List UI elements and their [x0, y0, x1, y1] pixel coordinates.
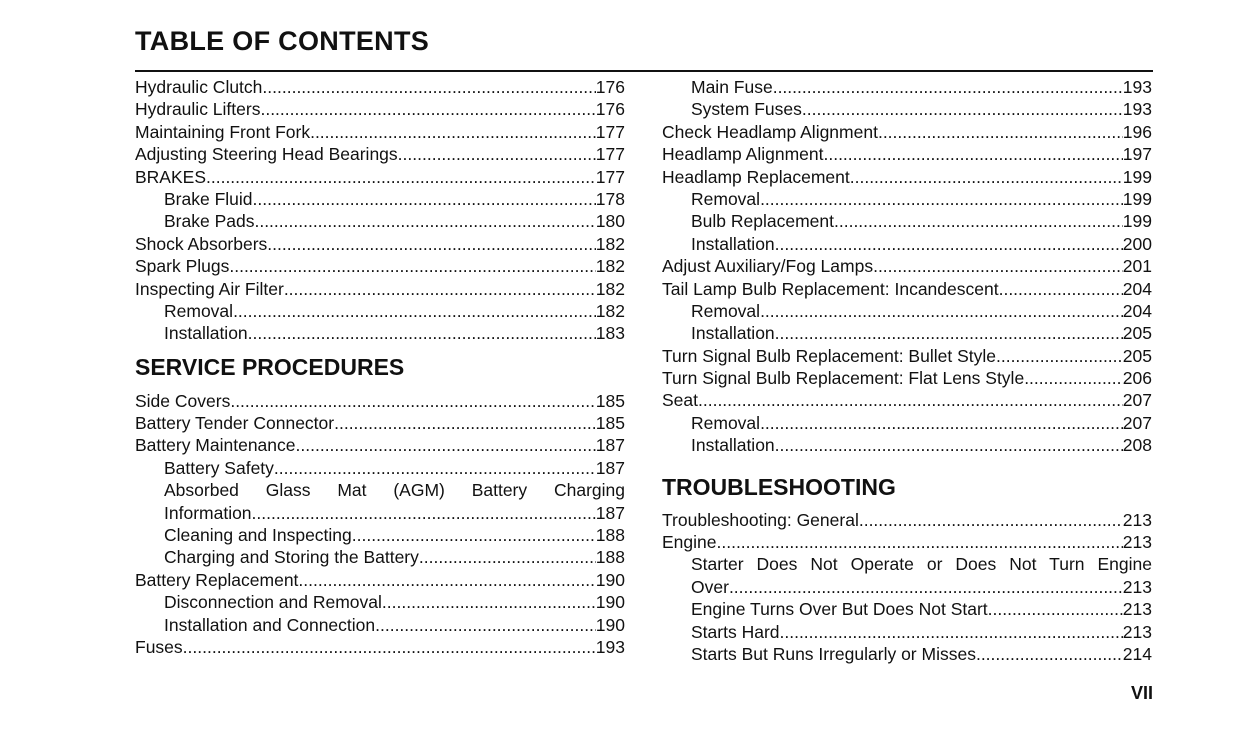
- toc-entry-label: Hydraulic Clutch: [135, 77, 263, 97]
- toc-entry-wrapped-line[interactable]: Absorbed Glass Mat (AGM) Battery Charging: [164, 480, 625, 501]
- dot-leader: [773, 76, 1123, 98]
- toc-entry[interactable]: [662, 598, 1152, 620]
- toc-entry[interactable]: [135, 322, 625, 344]
- toc-entry[interactable]: [662, 143, 1152, 165]
- toc-entry-label: Starts Hard: [691, 621, 780, 642]
- dot-leader: [262, 76, 595, 98]
- dot-leader: [775, 322, 1123, 344]
- toc-entry-label: Spark Plugs: [135, 256, 230, 277]
- toc-entry[interactable]: [135, 166, 625, 188]
- dot-leader: [398, 143, 596, 165]
- dot-leader: [775, 233, 1123, 255]
- toc-column-left: [135, 76, 625, 658]
- toc-entry-page: 204: [1122, 278, 1152, 299]
- toc-entry-label: Main Fuse: [691, 77, 773, 97]
- toc-entry-label: Battery Maintenance: [135, 435, 296, 456]
- toc-entry-label: Headlamp Replacement: [662, 166, 850, 187]
- toc-entry-page: 199: [1122, 188, 1152, 209]
- toc-entry-label: Turn Signal Bulb Replacement: Flat Lens Style: [662, 368, 1025, 389]
- toc-entry[interactable]: [135, 76, 625, 98]
- toc-entry[interactable]: [662, 434, 1152, 456]
- toc-entry-label: Headlamp Alignment: [662, 144, 824, 165]
- toc-entry-page: 187: [595, 435, 625, 456]
- dot-leader: [878, 121, 1123, 143]
- toc-entry[interactable]: [135, 300, 625, 322]
- toc-entry-label: Brake Pads: [164, 211, 255, 232]
- toc-entry[interactable]: [662, 322, 1152, 344]
- dot-leader: [298, 569, 595, 591]
- toc-entry-label: Battery Tender Connector: [135, 413, 335, 434]
- dot-leader: [382, 591, 596, 613]
- toc-entry[interactable]: [135, 255, 625, 277]
- toc-entry[interactable]: [135, 434, 625, 456]
- toc-entry[interactable]: [135, 210, 625, 232]
- toc-entry-page: 197: [1122, 144, 1152, 165]
- toc-entry-page: 190: [595, 614, 625, 635]
- toc-entry-label: Installation: [691, 233, 775, 254]
- toc-entry-page: 190: [595, 592, 625, 613]
- dot-leader: [775, 434, 1123, 456]
- toc-entry[interactable]: [135, 121, 625, 143]
- dot-leader: [834, 210, 1123, 232]
- toc-entry[interactable]: [135, 569, 625, 591]
- dot-leader: [267, 233, 596, 255]
- toc-entry-label: Engine: [662, 532, 717, 553]
- toc-entry-page: 182: [595, 300, 625, 321]
- dot-leader: [253, 188, 596, 210]
- page-title: TABLE OF CONTENTS: [135, 26, 430, 56]
- toc-entry[interactable]: [662, 210, 1152, 232]
- dot-leader: [988, 598, 1123, 620]
- toc-entry-page: 204: [1122, 300, 1152, 321]
- toc-entry[interactable]: [135, 143, 625, 165]
- dot-leader: [717, 531, 1123, 553]
- dot-leader: [1024, 367, 1123, 389]
- toc-entry-page: 182: [595, 278, 625, 299]
- toc-entry-page: 185: [595, 413, 625, 434]
- toc-entry-label: Adjust Auxiliary/Fog Lamps: [662, 256, 874, 277]
- toc-entry-page: 201: [1122, 256, 1152, 277]
- toc-entry[interactable]: [662, 643, 1152, 665]
- toc-entry-label: Removal: [691, 300, 761, 321]
- toc-entry-page: 213: [1122, 509, 1152, 530]
- toc-entry-label: Installation: [164, 323, 248, 344]
- toc-entry[interactable]: [135, 524, 625, 546]
- toc-entry[interactable]: [662, 98, 1152, 120]
- toc-group: [135, 524, 625, 658]
- dot-leader: [352, 524, 596, 546]
- toc-entry-page: 207: [1122, 412, 1152, 433]
- toc-entry[interactable]: [662, 278, 1152, 300]
- toc-entry[interactable]: [662, 121, 1152, 143]
- toc-entry-label: Brake Fluid: [164, 188, 253, 209]
- dot-leader: [334, 412, 596, 434]
- toc-column-right: [662, 76, 1152, 665]
- toc-entry[interactable]: [662, 300, 1152, 322]
- toc-entry-label: Installation: [691, 435, 775, 456]
- toc-entry[interactable]: [662, 166, 1152, 188]
- toc-entry-label: Side Covers: [135, 390, 231, 411]
- dot-leader: [233, 300, 596, 322]
- dot-leader: [230, 390, 595, 412]
- toc-entry[interactable]: [662, 233, 1152, 255]
- dot-leader: [284, 278, 596, 300]
- toc-entry-page: 208: [1122, 435, 1152, 456]
- toc-entry[interactable]: [662, 255, 1152, 277]
- toc-entry-label: Installation and Connection: [164, 614, 376, 635]
- toc-entry-page: 213: [1122, 621, 1152, 642]
- toc-entry-page: 185: [595, 390, 625, 411]
- toc-entry[interactable]: [135, 502, 625, 524]
- toc-entry-label: Installation: [691, 323, 775, 344]
- dot-leader: [802, 98, 1123, 120]
- toc-entry-label: Removal: [164, 300, 234, 321]
- dot-leader: [206, 166, 596, 188]
- dot-leader: [296, 434, 596, 456]
- toc-entry[interactable]: [662, 621, 1152, 643]
- toc-group: [135, 76, 625, 345]
- toc-entry[interactable]: [135, 412, 625, 434]
- toc-entry[interactable]: [135, 390, 625, 412]
- toc-entry-label: Over: [691, 576, 729, 597]
- toc-group: [662, 76, 1152, 457]
- toc-entry-page: 196: [1122, 121, 1152, 142]
- toc-entry-label: BRAKES: [135, 166, 206, 187]
- dot-leader: [760, 300, 1123, 322]
- toc-entry-page: 200: [1122, 233, 1152, 254]
- toc-entry-label: Bulb Replacement: [691, 211, 834, 232]
- section-heading-service-procedures: SERVICE PROCEDURES: [135, 353, 405, 380]
- dot-leader: [859, 509, 1123, 531]
- toc-entry-label: Troubleshooting: General: [662, 509, 859, 530]
- toc-entry-label: Maintaining Front Fork: [135, 121, 311, 142]
- toc-entry[interactable]: [135, 591, 625, 613]
- toc-entry-page: 187: [595, 457, 625, 478]
- toc-entry-page: 183: [595, 323, 625, 344]
- toc-entry-page: 177: [595, 121, 625, 142]
- toc-entry[interactable]: [135, 98, 625, 120]
- dot-leader: [183, 636, 596, 658]
- dot-leader: [976, 643, 1123, 665]
- toc-entry-page: 188: [595, 525, 625, 546]
- toc-entry[interactable]: [135, 636, 625, 658]
- toc-entry[interactable]: [662, 412, 1152, 434]
- toc-entry[interactable]: [662, 76, 1152, 98]
- toc-entry[interactable]: [662, 509, 1152, 531]
- dot-leader: [698, 389, 1123, 411]
- toc-entry-page: 177: [595, 144, 625, 165]
- dot-leader: [274, 457, 596, 479]
- toc-entry-page: 188: [595, 547, 625, 568]
- toc-entry-page: 213: [1122, 576, 1152, 597]
- section-heading-troubleshooting: TROUBLESHOOTING: [662, 473, 896, 500]
- toc-entry-label: Engine Turns Over But Does Not Start: [691, 599, 988, 620]
- dot-leader: [229, 255, 595, 277]
- toc-entry-label: Battery Safety: [164, 457, 274, 478]
- dot-leader: [254, 210, 595, 232]
- toc-entry-label: Adjusting Steering Head Bearings: [135, 144, 398, 165]
- toc-entry-label: Battery Replacement: [135, 569, 299, 590]
- dot-leader: [760, 188, 1123, 210]
- toc-entry[interactable]: [662, 345, 1152, 367]
- toc-entry-label: Starts But Runs Irregularly or Misses: [691, 643, 976, 664]
- dot-leader: [850, 166, 1123, 188]
- toc-entry-page: 180: [595, 211, 625, 232]
- toc-group: [135, 390, 625, 480]
- toc-entry-label: Cleaning and Inspecting: [164, 525, 352, 546]
- toc-entry-page: 187: [595, 502, 625, 523]
- toc-entry-label: Fuses: [135, 636, 183, 657]
- toc-entry-page: 206: [1122, 368, 1152, 389]
- toc-entry-label: Disconnection and Removal: [164, 592, 382, 613]
- toc-entry-page: 176: [595, 77, 625, 97]
- dot-leader: [248, 322, 596, 344]
- toc-entry-label: Hydraulic Lifters: [135, 99, 261, 120]
- toc-entry-page: 205: [1122, 323, 1152, 344]
- toc-entry-page: 182: [595, 256, 625, 277]
- toc-entry[interactable]: [662, 389, 1152, 411]
- toc-entry-page: 213: [1122, 532, 1152, 553]
- toc-entry-page: 205: [1122, 345, 1152, 366]
- toc-entry-page: 214: [1122, 643, 1152, 664]
- toc-entry-wrapped-line[interactable]: Starter Does Not Operate or Does Not Turn Engine: [691, 554, 1152, 575]
- toc-entry[interactable]: [662, 367, 1152, 389]
- toc-entry-page: 178: [595, 188, 625, 209]
- toc-entry-label: Information: [164, 502, 252, 523]
- toc-entry[interactable]: [662, 576, 1152, 598]
- dot-leader: [419, 546, 596, 568]
- dot-leader: [252, 502, 596, 524]
- toc-entry[interactable]: [662, 188, 1152, 210]
- toc-entry-label: Turn Signal Bulb Replacement: Bullet Style: [662, 345, 996, 366]
- toc-entry[interactable]: [135, 188, 625, 210]
- toc-entry-label: Check Headlamp Alignment: [662, 121, 878, 142]
- toc-entry-label: Removal: [691, 412, 761, 433]
- toc-entry-page: 193: [1122, 99, 1152, 120]
- toc-entry[interactable]: [135, 546, 625, 568]
- dot-leader: [375, 614, 596, 636]
- toc-entry[interactable]: [135, 457, 625, 479]
- dot-leader: [760, 412, 1123, 434]
- toc-entry-label: System Fuses: [691, 99, 802, 120]
- toc-group: [662, 509, 1152, 554]
- toc-entry-label: Removal: [691, 188, 761, 209]
- toc-entry-page: 193: [595, 636, 625, 657]
- dot-leader: [260, 98, 595, 120]
- dot-leader: [999, 278, 1123, 300]
- toc-entry-page: 177: [595, 166, 625, 187]
- dot-leader: [873, 255, 1123, 277]
- toc-entry-page: 199: [1122, 211, 1152, 232]
- toc-entry-page: 199: [1122, 166, 1152, 187]
- toc-entry-page: 176: [595, 99, 625, 120]
- toc-group: [662, 598, 1152, 665]
- toc-entry-label: Tail Lamp Bulb Replacement: Incandescent: [662, 278, 999, 299]
- toc-entry-page: 213: [1122, 599, 1152, 620]
- toc-entry[interactable]: [135, 278, 625, 300]
- toc-entry[interactable]: [135, 233, 625, 255]
- toc-entry-label: Charging and Storing the Battery: [164, 547, 419, 568]
- dot-leader: [729, 576, 1123, 598]
- dot-leader: [780, 621, 1123, 643]
- toc-entry-label: Inspecting Air Filter: [135, 278, 284, 299]
- title-divider: [135, 70, 1153, 72]
- toc-entry-label: Seat: [662, 390, 698, 411]
- toc-entry[interactable]: [662, 531, 1152, 553]
- toc-entry-page: 193: [1122, 77, 1152, 97]
- page-number: VII: [1130, 683, 1153, 703]
- dot-leader: [823, 143, 1122, 165]
- dot-leader: [996, 345, 1123, 367]
- toc-entry-page: 207: [1122, 390, 1152, 411]
- toc-entry-label: Shock Absorbers: [135, 233, 268, 254]
- toc-entry-page: 190: [595, 569, 625, 590]
- toc-entry-page: 182: [595, 233, 625, 254]
- dot-leader: [310, 121, 596, 143]
- toc-entry[interactable]: [135, 614, 625, 636]
